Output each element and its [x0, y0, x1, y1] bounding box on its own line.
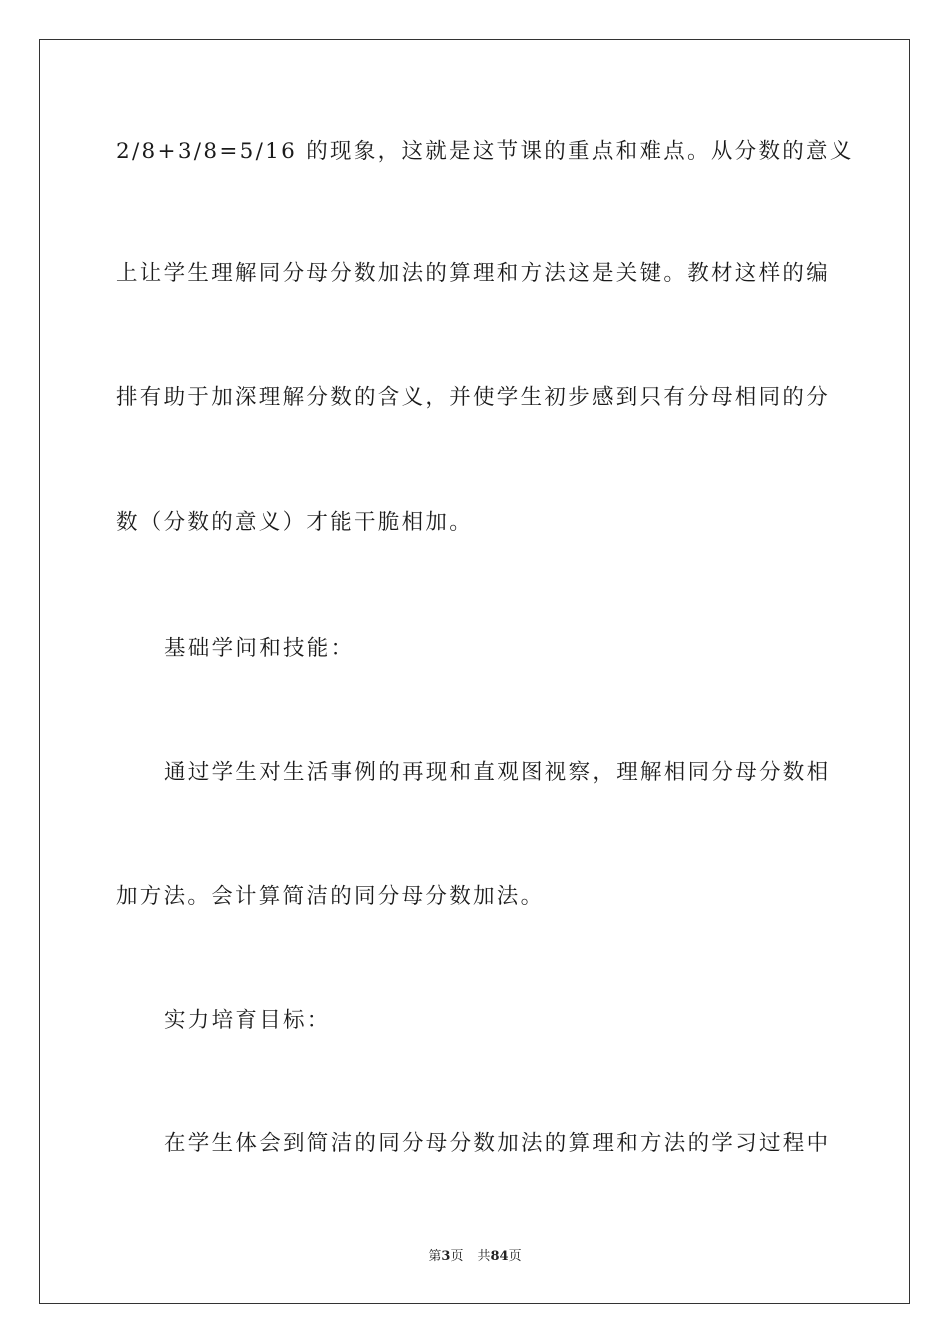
page-footer	[0, 1248, 950, 1266]
paragraph-line-9: 在学生体会到简洁的同分母分数加法的算理和方法的学习过程中	[164, 1131, 831, 1156]
footer-total-prefix: 共	[477, 1249, 491, 1264]
footer-total-number: 84	[490, 1249, 509, 1264]
page-border	[39, 39, 910, 1304]
footer-page-suffix: 页	[450, 1249, 464, 1264]
paragraph-line-3: 排有助于加深理解分数的含义，并使学生初步感到只有分母相同的分	[116, 385, 831, 410]
footer-total-suffix: 页	[508, 1249, 522, 1264]
section-heading-ability-goals: 实力培育目标：	[164, 1008, 331, 1033]
paragraph-line-1: 2/8+3/8=5/16 的现象，这就是这节课的重点和难点。从分数的意义	[116, 139, 854, 164]
paragraph-line-6: 通过学生对生活事例的再现和直观图视察，理解相同分母分数相	[164, 760, 831, 785]
paragraph-line-2: 上让学生理解同分母分数加法的算理和方法这是关键。教材这样的编	[116, 261, 831, 286]
section-heading-basic-skills: 基础学问和技能：	[164, 636, 355, 661]
paragraph-line-4: 数（分数的意义）才能干脆相加。	[116, 510, 474, 535]
paragraph-line-7: 加方法。会计算简洁的同分母分数加法。	[116, 884, 545, 909]
footer-page-number: 3	[441, 1249, 451, 1264]
footer-page-prefix: 第	[428, 1249, 442, 1264]
